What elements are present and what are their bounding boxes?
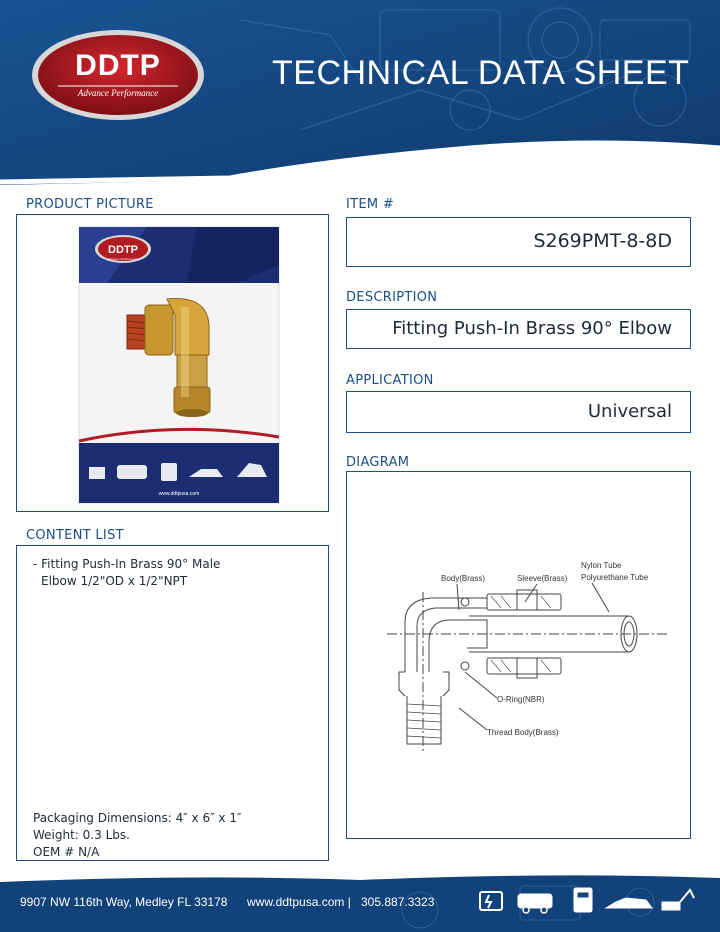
product-image xyxy=(17,215,328,511)
label-polyurethane-tube: Polyurethane Tube xyxy=(581,573,649,582)
description-box xyxy=(346,309,691,349)
truck-icon xyxy=(574,888,592,912)
content-item-line1: - Fitting Push-In Brass 90° Male xyxy=(33,557,221,571)
logo-subtitle: Advance Performance xyxy=(77,88,159,98)
fitting-diagram xyxy=(347,472,690,838)
application-label: APPLICATION xyxy=(346,373,434,388)
oem-number: OEM # N/A xyxy=(33,845,100,859)
product-picture-box xyxy=(16,214,329,512)
diagram-label: DIAGRAM xyxy=(346,455,410,470)
ddtp-logo xyxy=(30,28,206,122)
packaging-info xyxy=(33,810,241,861)
bag-logo-subtitle: Advance Performance xyxy=(107,257,139,261)
page-title: TECHNICAL DATA SHEET xyxy=(272,54,690,92)
content-list-box xyxy=(16,545,329,861)
yacht-icon xyxy=(606,898,652,908)
content-list-items xyxy=(33,556,220,590)
excavator-icon xyxy=(662,890,694,910)
label-thread-body: Thread Body(Brass) xyxy=(487,728,559,737)
generator-icon xyxy=(480,892,502,910)
content-list-label: CONTENT LIST xyxy=(26,528,124,543)
bag-url: www.ddtpusa.com xyxy=(158,491,200,497)
bus-icon xyxy=(518,894,552,913)
bag-logo: DDTP xyxy=(108,244,138,256)
footer-phone: 305.887.3323 xyxy=(361,895,435,909)
footer-address: 9907 NW 116th Way, Medley FL 33178 xyxy=(20,895,228,909)
content-item-line2: Elbow 1/2"OD x 1/2"NPT xyxy=(41,574,188,588)
logo-text: DDTP xyxy=(75,49,161,82)
item-label: ITEM # xyxy=(346,197,395,212)
header-banner xyxy=(0,0,720,185)
footer-icons xyxy=(476,884,696,920)
description-value: Fitting Push-In Brass 90° Elbow xyxy=(392,318,672,339)
product-picture-label: PRODUCT PICTURE xyxy=(26,197,154,212)
label-body: Body(Brass) xyxy=(441,574,486,583)
footer-website-link[interactable]: www.ddtpusa.com | xyxy=(247,895,351,909)
description-label: DESCRIPTION xyxy=(346,290,438,305)
weight: Weight: 0.3 Lbs. xyxy=(33,828,130,842)
label-o-ring: O-Ring(NBR) xyxy=(497,695,545,704)
item-number: S269PMT-8-8D xyxy=(533,230,672,252)
item-number-box xyxy=(346,217,691,267)
label-sleeve: Sleeve(Brass) xyxy=(517,574,568,583)
label-nylon-tube: Nylon Tube xyxy=(581,561,622,570)
packaging-dimensions: Packaging Dimensions: 4″ x 6″ x 1″ xyxy=(33,811,242,825)
application-box xyxy=(346,391,691,433)
application-value: Universal xyxy=(587,401,672,422)
diagram-box xyxy=(346,471,691,839)
